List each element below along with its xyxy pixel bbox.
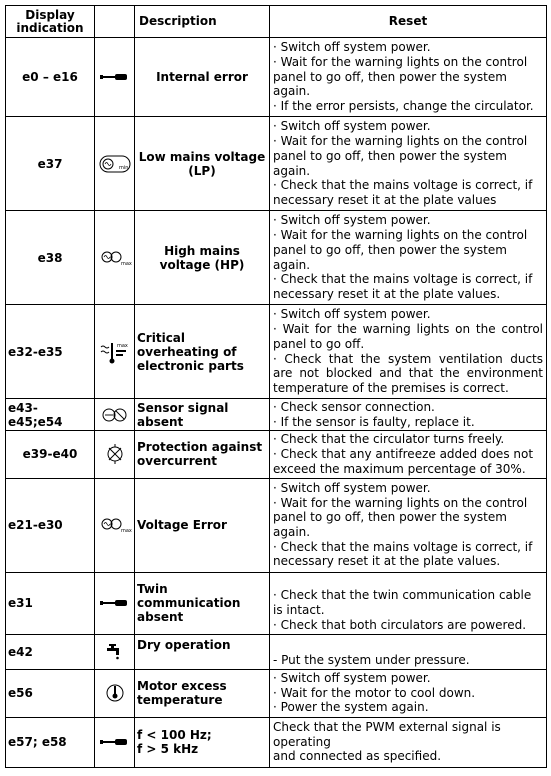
error-description: Critical overheating of electronic parts [135,305,270,399]
reset-step: · Check that both circulators are powered. [273,617,527,632]
reset-instructions [270,669,547,717]
reset-step: - Put the system under pressure. [273,652,470,667]
table-row [6,431,547,478]
table-row [6,38,547,117]
error-description: Twin communication absent [135,572,270,634]
error-code: e56 [6,669,95,717]
svg-text:max: max [120,528,132,535]
reset-step: and connected as specified. [273,749,442,764]
reset-step: · Check sensor connection. [273,400,435,414]
reset-step: · Wait for the warning lights on the control panel to go off, then power the system again. [273,495,528,540]
sensor-icon [95,399,135,431]
error-code: e32-e35 [6,305,95,399]
reset-instructions [270,431,547,478]
reset-step: · Check that the mains voltage is correct, if necessary reset it at the plate values. [273,272,533,301]
voltage-error-icon [95,478,135,572]
error-code: e37 [6,117,95,211]
overheating-icon [95,305,135,399]
error-code: e0 – e16 [6,38,95,117]
table-header [6,6,547,38]
reset-step: · Wait for the warning lights on the control panel to go off, then power the system again. [273,228,528,272]
svg-text:min: min [118,164,128,171]
error-code: e42 [6,634,95,669]
thermometer-icon [95,669,135,717]
error-description: Low mains voltage (LP) [135,117,270,211]
table-row [6,478,547,572]
reset-step: · Wait for the warning lights on the control panel to go off. [273,322,543,351]
error-table [5,5,547,768]
error-description: Voltage Error [135,478,270,572]
reset-instructions [270,634,547,669]
reset-step: · Switch off system power. [273,307,431,322]
table-row [6,634,547,669]
reset-step: · Switch off system power. [273,119,431,134]
reset-step: · If the error persists, change the circulator. [273,99,534,114]
error-description: Motor excess temperature [135,669,270,717]
reset-instructions [270,38,547,117]
reset-step: · Check that any antifreeze added does not exceed the maximum percentage of 30%. [273,447,534,476]
reset-step: · Check that the twin communication cable is intact. [273,588,532,618]
table-row [6,305,547,399]
error-code: e43-e45;e54 [6,399,95,431]
reset-instructions [270,572,547,634]
screwdriver-icon [95,38,135,117]
reset-step: · Wait for the motor to cool down. [273,685,476,700]
header-reset: Reset [270,6,547,38]
high-voltage-icon [95,211,135,305]
error-description: Sensor signal absent [135,399,270,431]
low-voltage-icon [95,117,135,211]
screwdriver-icon [95,717,135,767]
table-row [6,669,547,717]
header-description: Description [135,6,270,38]
reset-step: · Wait for the warning lights on the control panel to go off, then power the system again. [273,134,528,178]
overcurrent-icon [95,431,135,478]
table-row [6,399,547,431]
table-row [6,117,547,211]
error-description: f < 100 Hz; f > 5 kHz [135,717,270,767]
error-code: e57; e58 [6,717,95,767]
reset-instructions [270,478,547,572]
error-description: High mains voltage (HP) [135,211,270,305]
reset-step: · Switch off system power. [273,213,431,228]
reset-step: · Check that the mains voltage is correct, if necessary reset it at the plate values [273,178,533,207]
error-code: e21-e30 [6,478,95,572]
error-code: e39-e40 [6,431,95,478]
error-description: Internal error [135,38,270,117]
error-code: e38 [6,211,95,305]
table-row [6,572,547,634]
reset-step: · Switch off system power. [273,670,431,685]
reset-instructions [270,211,547,305]
reset-step: · If the sensor is faulty, replace it. [273,414,475,429]
error-description: Protection against overcurrent [135,431,270,478]
tap-icon [95,634,135,669]
reset-step: · Wait for the warning lights on the control panel to go off, then power the system again. [273,54,528,99]
svg-text:max: max [116,342,128,349]
table-row [6,717,547,767]
table-row [6,211,547,305]
svg-text:max: max [120,260,132,267]
reset-step: · Power the system again. [273,700,429,715]
reset-step: · Switch off system power. [273,40,431,55]
reset-step: · Check that the circulator turns freely. [273,432,505,447]
reset-step: · Check that the mains voltage is correct, if necessary reset it at the plate values. [273,539,533,569]
reset-step: · Check that the system ventilation ducts are not blocked and that the environment temperature of the premises is correct. [273,351,543,395]
reset-instructions [270,305,547,399]
reset-step: · Switch off system power. [273,480,431,495]
error-description: Dry operation [135,634,270,669]
reset-instructions [270,399,547,431]
reset-step: Check that the PWM external signal is operating [273,719,501,749]
header-icon [95,6,135,38]
error-code: e31 [6,572,95,634]
header-display-indication: Display indication [6,6,95,38]
reset-instructions [270,717,547,767]
screwdriver-icon [95,572,135,634]
reset-instructions [270,117,547,211]
